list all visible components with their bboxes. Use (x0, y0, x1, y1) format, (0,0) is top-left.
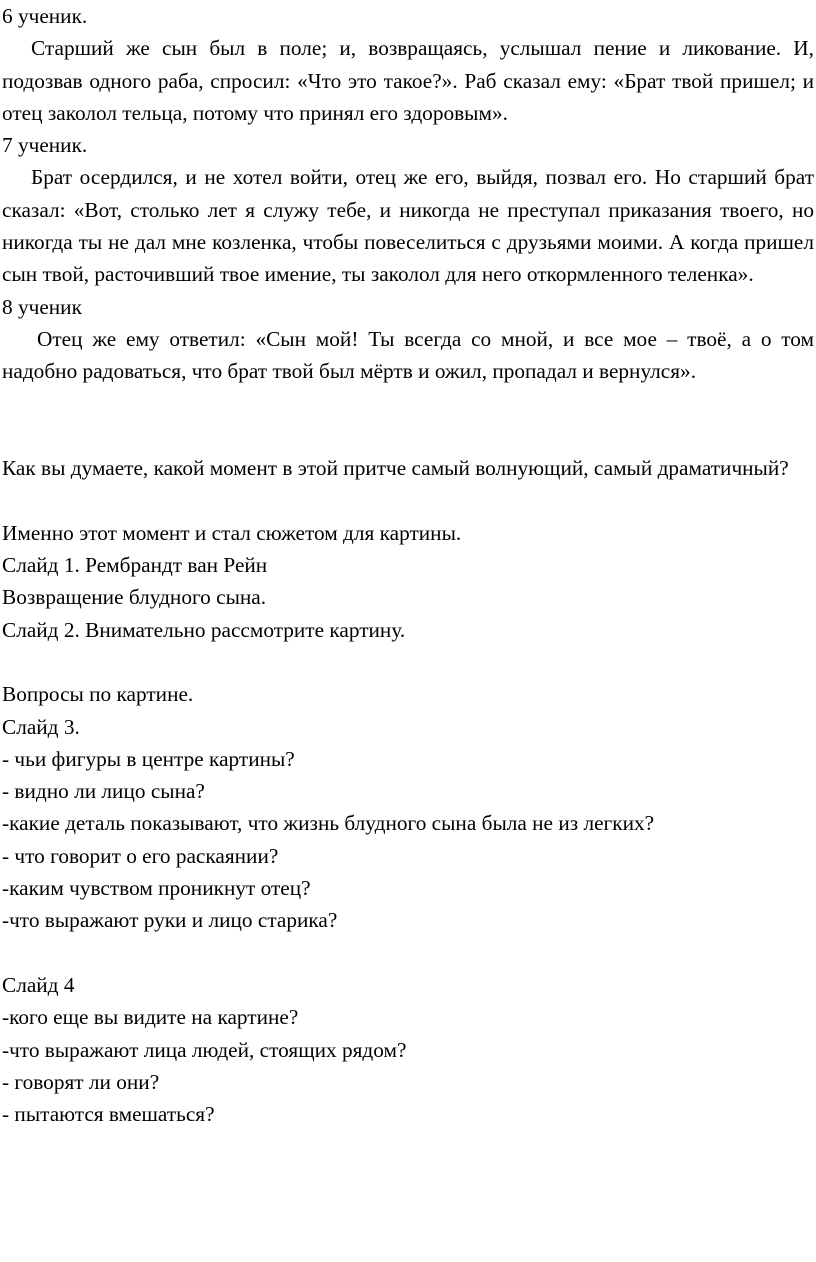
student-6-text: Старший же сын был в поле; и, возвращаясь, услышал пение и ликование. И, подозвав одного раба, спросил: «Что это такое?». Раб сказал ему: «Брат твой пришел; и отец заколол тельца, потому что принял его здоровым». (2, 36, 814, 125)
discussion-question: Как вы думаете, какой момент в этой притче самый волнующий, самый драматичный? (2, 456, 789, 481)
question-item: -каким чувством проникнут отец? (2, 876, 311, 901)
spacer (2, 646, 814, 678)
question-item: - чьи фигуры в центре картины? (2, 746, 295, 771)
spacer (2, 937, 814, 969)
questions-title: Вопросы по картине. (2, 682, 194, 707)
question-item: - пытаются вмешаться? (2, 1102, 215, 1127)
spacer (2, 388, 814, 453)
question-item: - что говорит о его раскаянии? (2, 843, 279, 868)
spacer (2, 484, 814, 516)
student-8-heading: 8 ученик (2, 294, 82, 319)
student-6-heading: 6 ученик. (2, 4, 88, 28)
slide-4-label: Слайд 4 (2, 972, 75, 997)
question-item: - видно ли лицо сына? (2, 779, 205, 804)
student-7-heading: 7 ученик. (2, 133, 88, 158)
student-7-text: Брат осердился, и не хотел войти, отец же его, выйдя, позвал его. Но старший брат сказал: «Вот, столько лет я служу тебе, и никогда не преступал приказания твоего, но никогда ты не дал мне козленка, чтобы повеселиться с друзьями моими. А когда пришел сын твой, расточивший твое имение, ты заколол для него откормленного теленка». (2, 165, 814, 287)
slide-3-label: Слайд 3. (2, 714, 80, 739)
question-item: -что выражают лица людей, стоящих рядом? (2, 1037, 407, 1062)
painting-title: Возвращение блудного сына. (2, 585, 267, 610)
question-item: - говорят ли они? (2, 1069, 160, 1094)
document-page (2, 0, 814, 1130)
slide-1-line: Слайд 1. Рембрандт ван Рейн (2, 553, 268, 578)
question-item: -какие деталь показывают, что жизнь блудного сына была не из легких? (2, 811, 655, 836)
question-item: -что выражают руки и лицо старика? (2, 908, 338, 933)
question-item: -кого еще вы видите на картине? (2, 1005, 299, 1030)
slide-2-line: Слайд 2. Внимательно рассмотрите картину. (2, 617, 406, 642)
student-8-text: Отец же ему ответил: «Сын мой! Ты всегда со мной, и все мое – твоё, а о том надобно радоваться, что брат твой был мёртв и ожил, пропадал и вернулся». (2, 326, 814, 384)
moment-line: Именно этот момент и стал сюжетом для картины. (2, 520, 462, 545)
